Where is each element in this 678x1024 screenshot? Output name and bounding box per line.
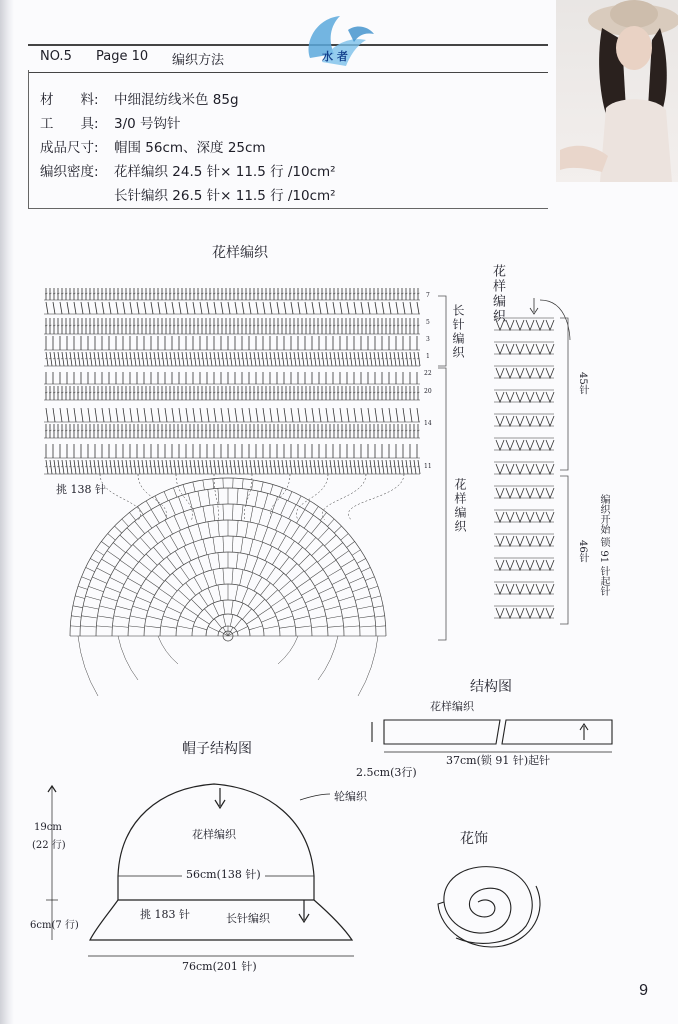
row-number: 14 — [424, 420, 432, 427]
brand-logo-text: 水 者 — [322, 50, 348, 63]
page-number: 9 — [639, 982, 648, 999]
flower-spiral-diagram — [438, 867, 540, 947]
gauge-label: 编织密度: — [40, 164, 99, 180]
row-number: 7 — [426, 292, 430, 299]
side-label-double-crochet: 长针编织 — [451, 304, 465, 360]
hat-edge-label: 轮编织 — [334, 790, 367, 803]
side-brackets — [438, 296, 568, 640]
gauge-double-crochet: 长针编织 26.5 针× 11.5 行 /10cm² — [114, 188, 336, 204]
band-chart — [494, 298, 570, 618]
pattern-chart-title: 花样编织 — [212, 245, 268, 261]
material-value: 中细混纺线米色 85g — [114, 92, 239, 108]
band-structure-diagram — [372, 720, 612, 752]
hat-structure-title: 帽子结构图 — [182, 741, 252, 757]
band-count-46: 46针 — [577, 540, 588, 563]
row-number: 1 — [426, 353, 430, 360]
hat-crown-label: 花样编织 — [192, 828, 236, 841]
section-title: 编织方法 — [172, 53, 225, 68]
hat-crown-height: 19cm — [34, 822, 62, 833]
structure-title: 结构图 — [470, 679, 512, 695]
structure-height-label: 2.5cm(3行) — [356, 766, 417, 779]
hat-brim-label: 长针编织 — [226, 912, 270, 925]
band-chart-title: 花样编织 — [490, 264, 505, 324]
structure-pattern-label: 花样编织 — [430, 700, 474, 713]
hat-bottom-width-label: 76cm(201 针) — [182, 960, 257, 973]
page-reference: Page 10 — [96, 49, 149, 64]
hat-brim-height: 6cm(7 行) — [30, 920, 79, 931]
pattern-number: NO.5 — [40, 49, 72, 64]
band-count-45: 45针 — [577, 372, 588, 395]
crown-circle-chart — [70, 478, 386, 696]
gauge-pattern: 花样编织 24.5 针× 11.5 行 /10cm² — [114, 164, 336, 180]
size-label: 成品尺寸: — [40, 140, 99, 156]
tool-label: 工 具: — [40, 116, 99, 132]
hat-pick-up-label: 挑 183 针 — [140, 908, 190, 921]
size-value: 帽围 56cm、深度 25cm — [114, 140, 266, 156]
band-start-note: 编织开始 锁 91 针起针 — [598, 494, 609, 597]
material-label: 材 料: — [40, 92, 99, 108]
hat-crown-rows: (22 行) — [32, 840, 66, 851]
row-number: 5 — [426, 319, 430, 326]
flower-title: 花饰 — [460, 831, 488, 847]
structure-width-label: 37cm(锁 91 针)起针 — [446, 754, 551, 767]
side-label-pattern: 花样编织 — [453, 478, 467, 534]
hat-circumference-label: 56cm(138 针) — [182, 866, 265, 882]
tool-value: 3/0 号钩针 — [114, 116, 181, 132]
row-number: 20 — [424, 388, 432, 395]
row-number: 11 — [424, 463, 432, 470]
row-number: 22 — [424, 370, 432, 377]
stitch-rows — [44, 288, 420, 520]
row-number: 3 — [426, 336, 430, 343]
pick-up-label: 挑 138 针 — [56, 483, 106, 496]
